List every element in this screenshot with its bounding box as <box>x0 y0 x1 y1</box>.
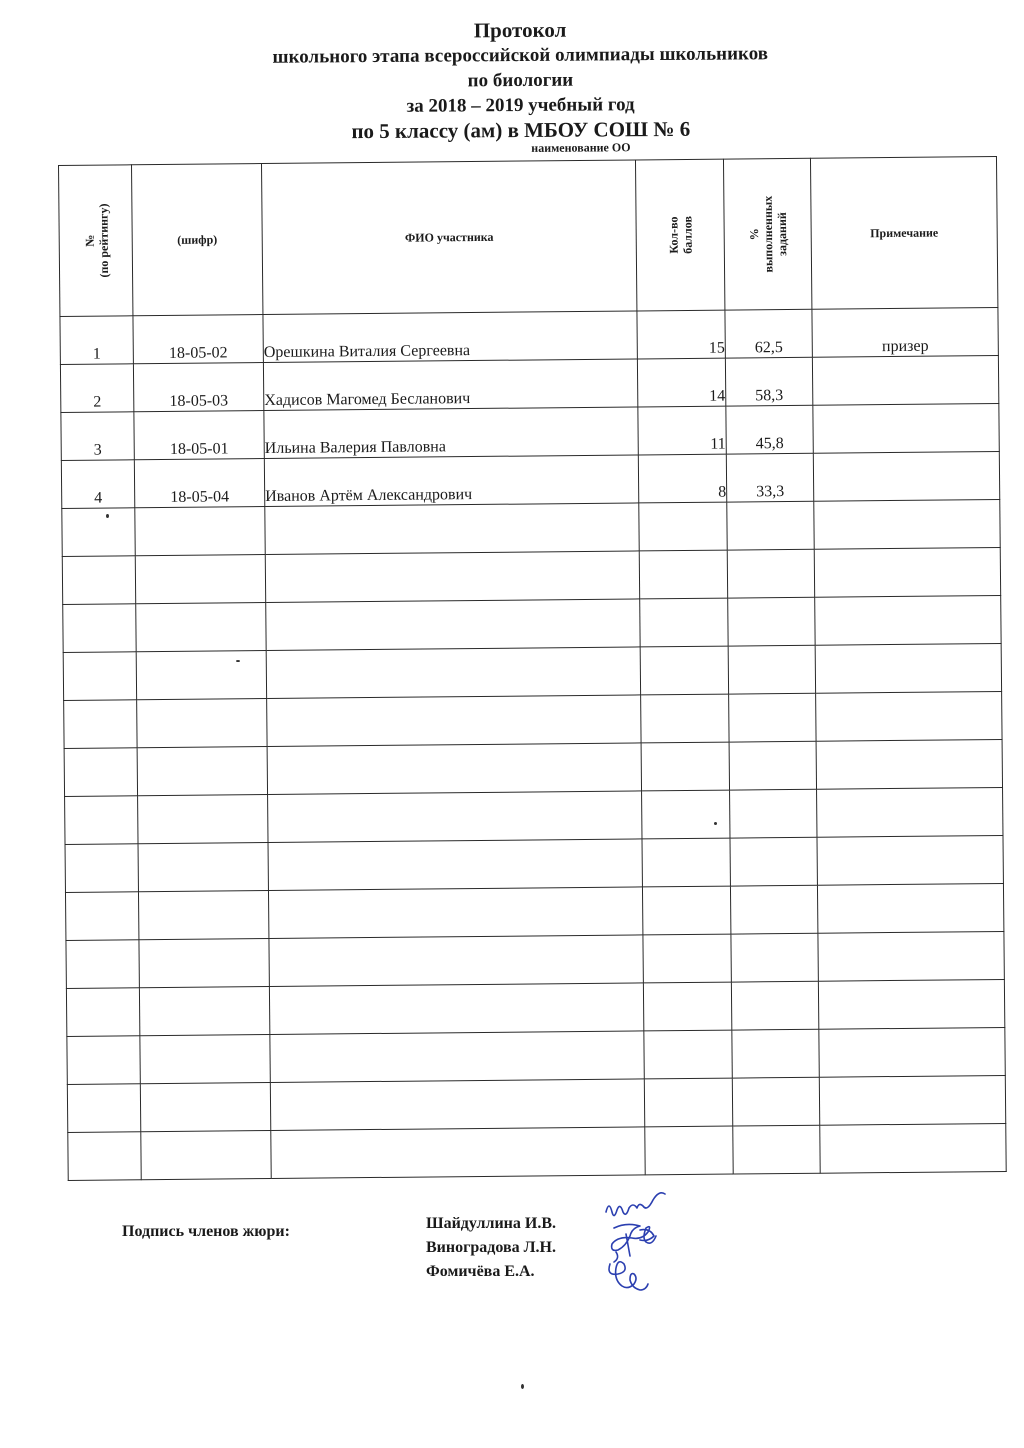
title-line-1: школьного этапа всероссийской олимпиады школьников <box>272 43 769 68</box>
cell-percent <box>730 837 817 886</box>
cell-name <box>265 551 639 603</box>
cell-name <box>267 695 641 747</box>
cell-score: 8 <box>638 454 726 503</box>
cell-code: 18-05-01 <box>134 411 264 460</box>
title-line-3: за 2018 – 2019 учебный год <box>406 94 635 117</box>
cell-score: 14 <box>637 358 725 407</box>
cell-number <box>62 508 135 557</box>
cell-number <box>63 604 136 653</box>
cell-note <box>816 691 1002 741</box>
results-table-container <box>58 156 1013 1205</box>
cell-score <box>645 1126 733 1175</box>
cell-code: 18-05-04 <box>134 459 264 508</box>
cell-name: Иванов Артём Александрович <box>264 455 638 507</box>
title-line-4: по 5 классу (ам) в МБОУ СОШ № 6 <box>351 116 691 144</box>
header-note: Примечание <box>810 156 997 309</box>
cell-number: 2 <box>60 364 133 413</box>
cell-score <box>640 646 728 695</box>
cell-note <box>818 931 1004 981</box>
cell-score <box>642 886 730 935</box>
cell-number <box>66 988 139 1037</box>
cell-name <box>268 839 642 891</box>
cell-percent <box>731 981 818 1030</box>
cell-note <box>819 1075 1005 1125</box>
cell-number <box>68 1132 141 1181</box>
cell-name <box>265 503 639 555</box>
header-code: (шифр) <box>132 164 263 316</box>
cell-number: 1 <box>60 316 133 365</box>
cell-name <box>268 791 642 843</box>
cell-number <box>65 892 138 941</box>
cell-percent: 62,5 <box>725 309 812 358</box>
org-caption: наименование ОО <box>531 140 631 155</box>
cell-name: Орешкина Виталия Сергеевна <box>263 311 637 363</box>
cell-percent <box>730 885 817 934</box>
jury-member: Виноградова Л.Н. <box>426 1239 556 1256</box>
cell-percent: 45,8 <box>726 405 813 454</box>
cell-percent <box>731 933 818 982</box>
header-number <box>59 165 133 317</box>
cell-score <box>644 1030 732 1079</box>
cell-note <box>819 1027 1005 1077</box>
cell-note <box>813 451 999 501</box>
cell-percent <box>733 1125 820 1174</box>
cell-percent <box>729 741 816 790</box>
cell-note <box>814 499 1000 549</box>
cell-number <box>65 796 138 845</box>
header-percent-label: % выполненных заданий <box>746 195 789 273</box>
cell-name <box>271 1127 645 1179</box>
cell-name: Ильина Валерия Павловна <box>264 407 638 459</box>
cell-code <box>137 747 267 796</box>
document-title: Протокол <box>473 17 567 43</box>
cell-percent <box>727 549 814 598</box>
scan-speck <box>106 514 109 518</box>
cell-percent <box>728 597 815 646</box>
cell-code <box>137 699 267 748</box>
cell-code <box>136 651 266 700</box>
empty-table-row <box>68 1123 1006 1180</box>
cell-note <box>817 835 1003 885</box>
cell-code: 18-05-02 <box>133 315 263 364</box>
cell-note <box>817 787 1003 837</box>
jury-list <box>426 1212 556 1284</box>
cell-number <box>67 1036 140 1085</box>
cell-number: 3 <box>61 412 134 461</box>
cell-number <box>64 748 137 797</box>
cell-name: Хадисов Магомед Бесланович <box>263 359 637 411</box>
cell-score <box>640 598 728 647</box>
cell-code: 18-05-03 <box>133 363 263 412</box>
header-name: ФИО участника <box>261 160 636 315</box>
cell-name <box>268 887 642 939</box>
cell-code <box>138 843 268 892</box>
cell-code <box>139 939 269 988</box>
cell-percent <box>730 789 817 838</box>
signature-label: Подпись членов жюри: <box>122 1223 290 1240</box>
cell-code <box>138 795 268 844</box>
cell-note <box>820 1123 1006 1173</box>
cell-code <box>135 555 265 604</box>
cell-note <box>815 595 1001 645</box>
scan-speck <box>236 660 240 662</box>
cell-note <box>816 739 1002 789</box>
title-line-2: по биологии <box>467 69 574 92</box>
header-number-label: № (по рейтингу) <box>82 202 112 278</box>
cell-score: 11 <box>638 406 726 455</box>
cell-name <box>266 599 640 651</box>
cell-score <box>641 742 729 791</box>
results-table <box>58 156 1007 1181</box>
cell-code <box>140 1083 270 1132</box>
scan-speck <box>714 822 717 825</box>
cell-percent <box>732 1029 819 1078</box>
cell-name <box>266 647 640 699</box>
cell-score <box>639 502 727 551</box>
cell-name <box>269 935 643 987</box>
cell-code <box>140 1035 270 1084</box>
cell-percent <box>727 501 814 550</box>
jury-member: Фомичёва Е.А. <box>426 1263 535 1280</box>
cell-code <box>141 1131 271 1180</box>
cell-number <box>65 844 138 893</box>
cell-score <box>642 838 730 887</box>
cell-note: призер <box>812 307 998 357</box>
cell-number <box>62 556 135 605</box>
cell-note <box>815 643 1001 693</box>
cell-code <box>135 507 265 556</box>
cell-code <box>136 603 266 652</box>
cell-score <box>644 1078 732 1127</box>
cell-code <box>139 987 269 1036</box>
cell-note <box>817 883 1003 933</box>
cell-number <box>63 652 136 701</box>
cell-percent: 58,3 <box>725 357 812 406</box>
cell-percent <box>728 645 815 694</box>
header-percent <box>723 158 811 310</box>
cell-note <box>818 979 1004 1029</box>
cell-score <box>643 934 731 983</box>
scan-speck <box>521 1384 524 1389</box>
cell-note <box>812 355 998 405</box>
cell-score <box>642 790 730 839</box>
cell-score: 15 <box>637 310 725 359</box>
cell-number: 4 <box>61 460 134 509</box>
cell-name <box>269 983 643 1035</box>
cell-name <box>267 743 641 795</box>
cell-percent: 33,3 <box>726 453 813 502</box>
cell-name <box>270 1079 644 1131</box>
cell-note <box>814 547 1000 597</box>
cell-number <box>67 1084 140 1133</box>
cell-name <box>270 1031 644 1083</box>
jury-member: Шайдуллина И.В. <box>426 1215 556 1232</box>
cell-score <box>639 550 727 599</box>
cell-percent <box>729 693 816 742</box>
table-body <box>60 307 1006 1180</box>
cell-score <box>643 982 731 1031</box>
cell-code <box>138 891 268 940</box>
cell-number <box>66 940 139 989</box>
table-header-row <box>59 156 998 316</box>
document-header <box>0 14 1024 156</box>
cell-percent <box>732 1077 819 1126</box>
header-score <box>635 159 724 311</box>
cell-note <box>813 403 999 453</box>
cell-score <box>641 694 729 743</box>
header-score-label: Кол-во баллов <box>666 215 695 254</box>
cell-number <box>64 700 137 749</box>
handwritten-signature <box>596 1190 696 1300</box>
